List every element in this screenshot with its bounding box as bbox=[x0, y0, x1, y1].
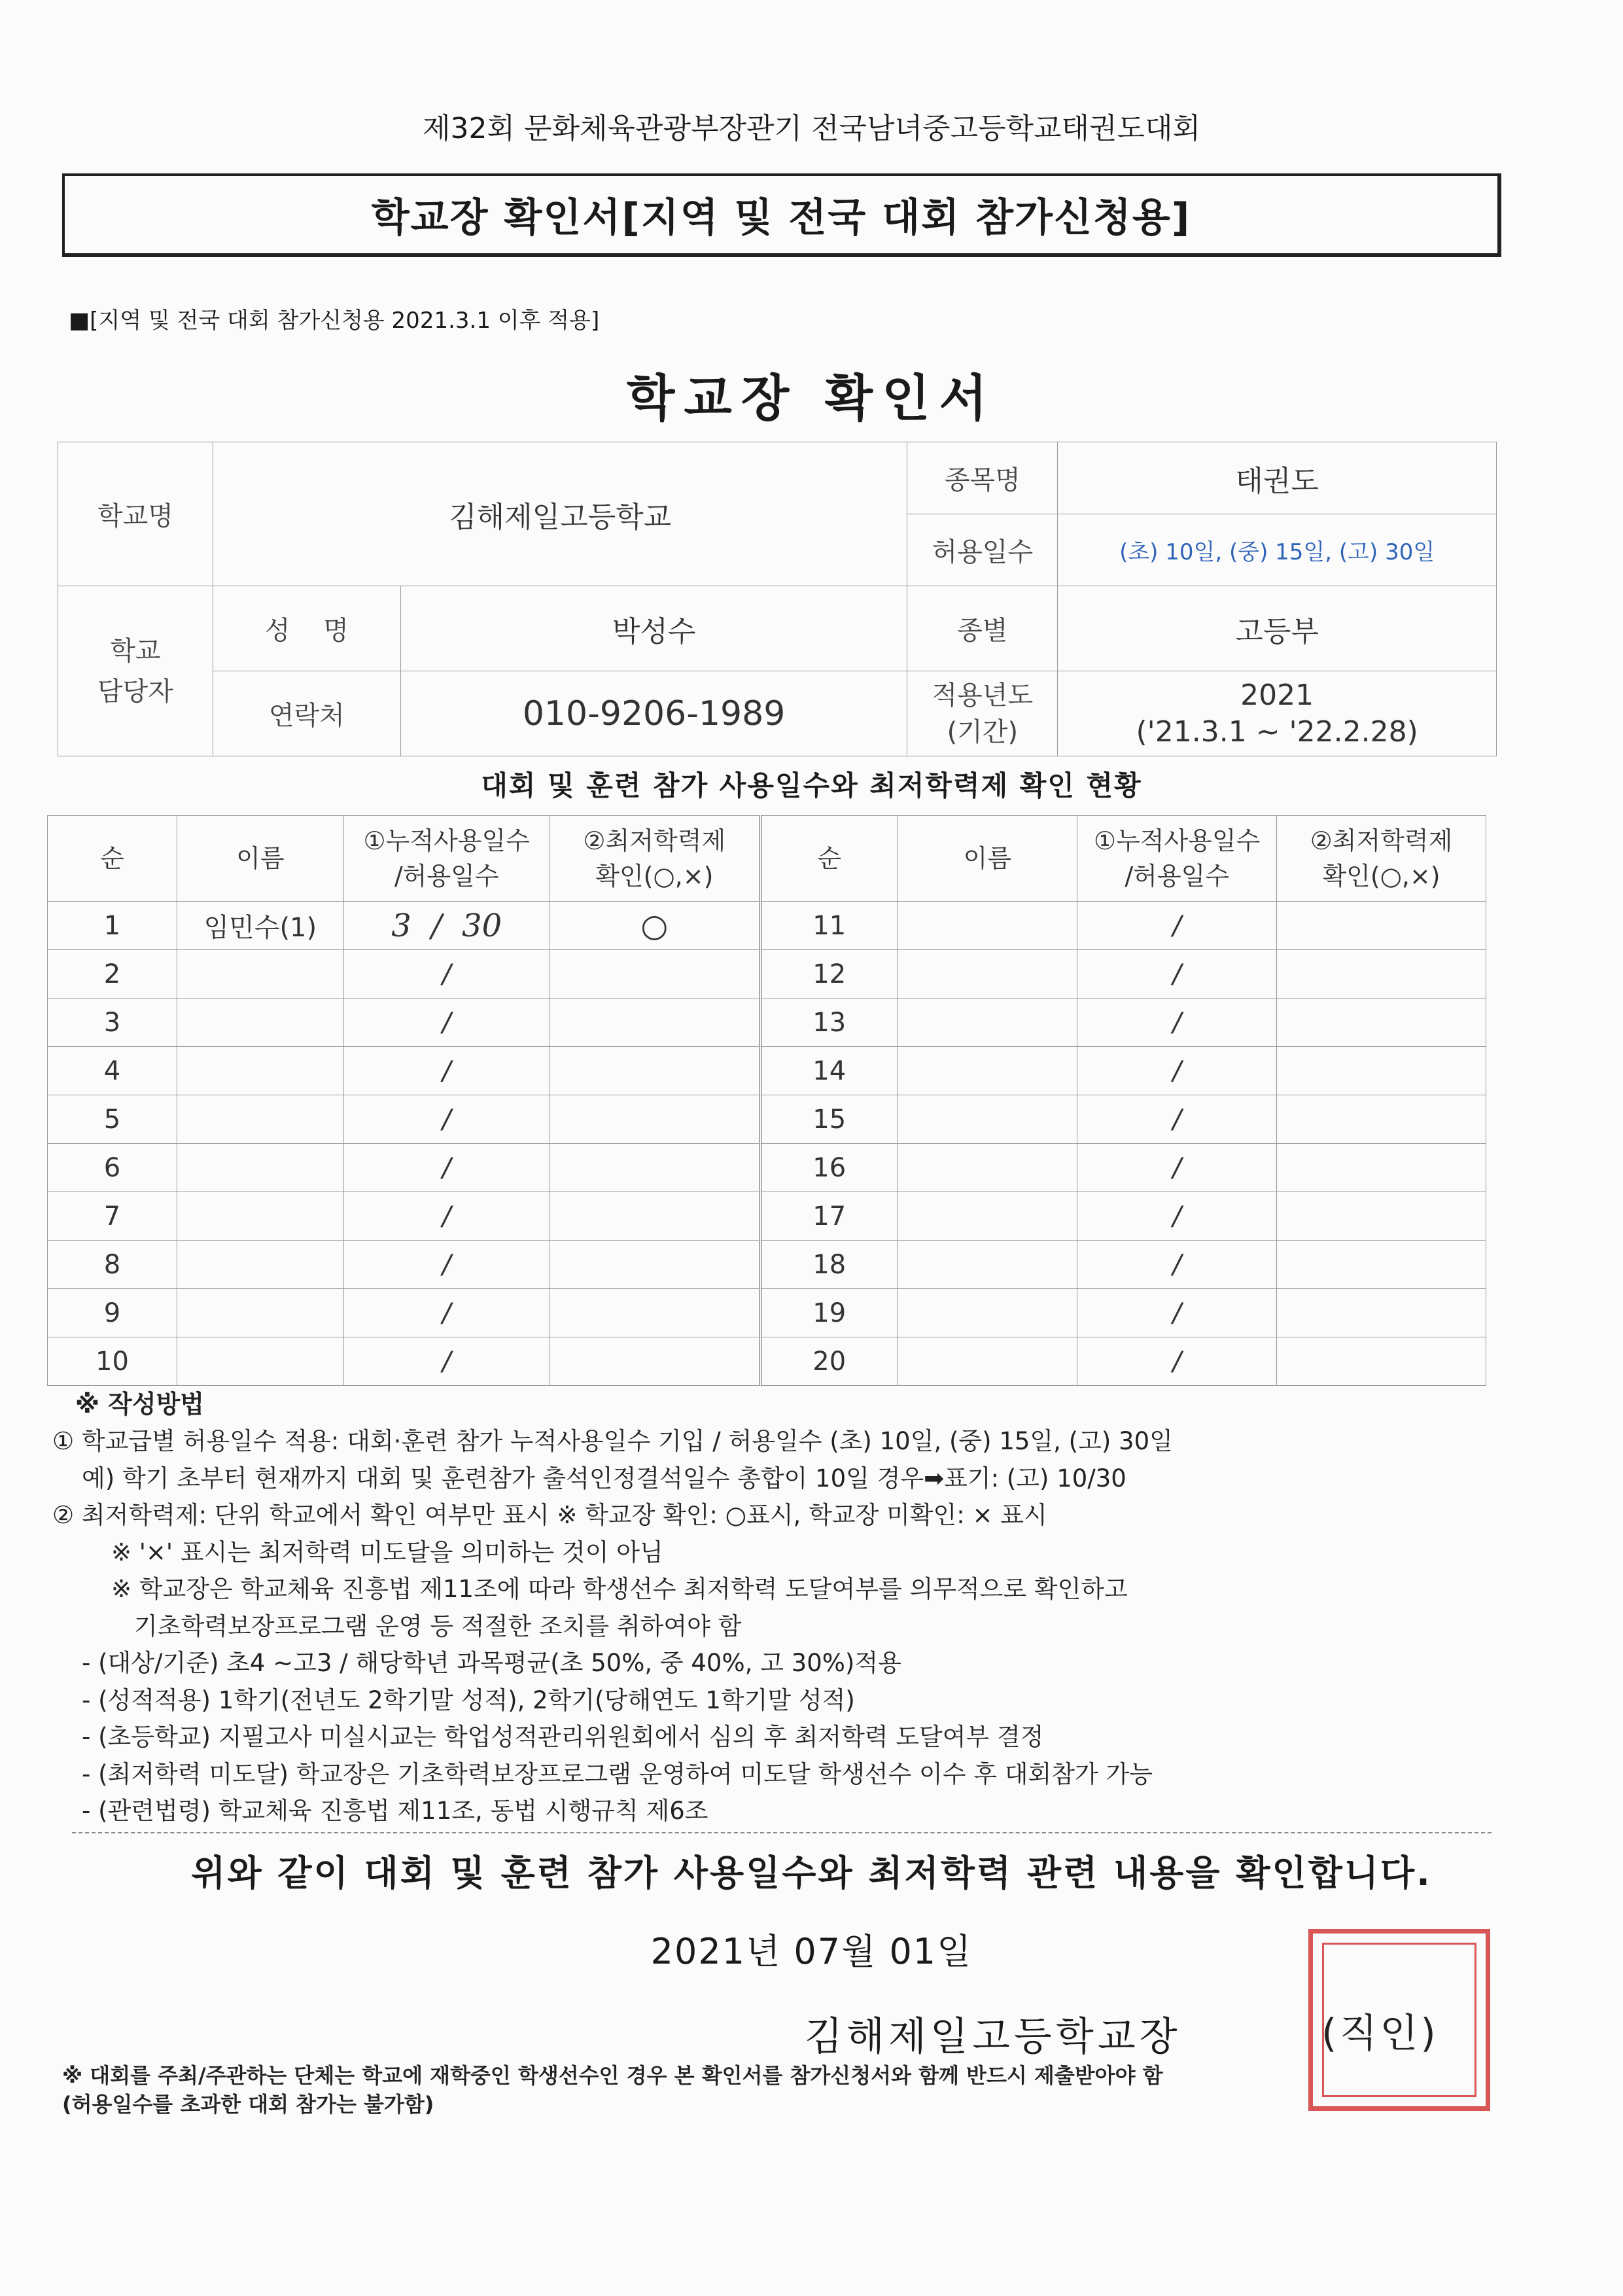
row-name bbox=[898, 1289, 1077, 1337]
row-no: 9 bbox=[48, 1289, 177, 1337]
row-name: 임민수(1) bbox=[177, 902, 343, 950]
note-line: ① 학교급별 허용일수 적용: 대회·훈련 참가 누적사용일수 기입 / 허용일수 (초) 10일, (중) 15일, (고) 30일 bbox=[52, 1427, 1173, 1455]
row-days: / bbox=[343, 1192, 550, 1241]
document-date: 2021년 07월 01일 bbox=[650, 1931, 973, 1972]
row-no: 20 bbox=[760, 1337, 898, 1386]
row-no: 14 bbox=[760, 1047, 898, 1095]
table-row bbox=[48, 1289, 1486, 1337]
info-table bbox=[58, 442, 1497, 756]
principal-name: 김해제일고등학교장 bbox=[805, 2014, 1181, 2060]
header-days-2: ①누적사용일수 /허용일수 bbox=[1077, 816, 1277, 902]
applies-note: ■[지역 및 전국 대회 참가신청용 2021.3.1 이후 적용] bbox=[69, 308, 600, 334]
note-line: - (관련법령) 학교체육 진흥법 제11조, 동법 시행규칙 제6조 bbox=[82, 1797, 708, 1825]
event-title: 제32회 문화체육관광부장관기 전국남녀중고등학교태권도대회 bbox=[422, 112, 1201, 145]
row-days: / bbox=[343, 1095, 550, 1144]
row-no: 1 bbox=[48, 902, 177, 950]
row-days: / bbox=[1077, 1289, 1277, 1337]
row-academic-check bbox=[550, 1144, 760, 1192]
row-academic-check bbox=[1277, 902, 1486, 950]
header-name: 이름 bbox=[177, 816, 343, 902]
note-line: - (최저학력 미도달) 학교장은 기초학력보장프로그램 운영하여 미도달 학생선수 이수 후 대회참가 가능 bbox=[82, 1759, 1153, 1788]
notes-list bbox=[52, 1423, 1173, 1830]
confirmation-statement: 위와 같이 대회 및 훈련 참가 사용일수와 최저학력 관련 내용을 확인합니다. bbox=[191, 1852, 1432, 1894]
row-name bbox=[898, 902, 1077, 950]
row-name bbox=[177, 1241, 343, 1289]
note-line: 기초학력보장프로그램 운영 등 적절한 조치를 취하여야 함 bbox=[134, 1612, 742, 1640]
category-value: 고등부 bbox=[1058, 586, 1497, 671]
header-no: 순 bbox=[48, 816, 177, 902]
row-days: / bbox=[343, 998, 550, 1047]
row-days: 3 / 30 bbox=[343, 902, 550, 950]
header-days: ①누적사용일수 /허용일수 bbox=[343, 816, 550, 902]
row-academic-check: ○ bbox=[550, 902, 760, 950]
table-row bbox=[48, 1337, 1486, 1386]
row-name bbox=[898, 1095, 1077, 1144]
row-academic-check bbox=[550, 1192, 760, 1241]
header-academic: ②최저학력제 확인(○,×) bbox=[550, 816, 760, 902]
row-academic-check bbox=[550, 1241, 760, 1289]
row-days: / bbox=[343, 1144, 550, 1192]
row-name bbox=[898, 950, 1077, 998]
row-days: / bbox=[1077, 1095, 1277, 1144]
row-academic-check bbox=[550, 950, 760, 998]
row-academic-check bbox=[550, 1337, 760, 1386]
note-line: ※ '×' 표시는 최저학력 미도달을 의미하는 것이 아님 bbox=[111, 1538, 663, 1566]
manager-label: 학교 담당자 bbox=[58, 586, 213, 756]
allowed-days-label: 허용일수 bbox=[907, 514, 1058, 586]
row-no: 16 bbox=[760, 1144, 898, 1192]
row-academic-check bbox=[550, 1289, 760, 1337]
row-no: 18 bbox=[760, 1241, 898, 1289]
row-academic-check bbox=[550, 1095, 760, 1144]
table-row bbox=[48, 998, 1486, 1047]
row-no: 2 bbox=[48, 950, 177, 998]
note-line: ※ 학교장은 학교체육 진흥법 제11조에 따라 학생선수 최저학력 도달여부를 의무적으로 확인하고 bbox=[111, 1575, 1128, 1603]
note-line: 예) 학기 초부터 현재까지 대회 및 훈련참가 출석인정결석일수 총합이 10일 경우➡표기: (고) 10/30 bbox=[82, 1464, 1126, 1492]
row-academic-check bbox=[1277, 1241, 1486, 1289]
row-name bbox=[177, 950, 343, 998]
row-name bbox=[898, 1192, 1077, 1241]
note-line: - (대상/기준) 초4 ~고3 / 해당학년 과목평균(초 50%, 중 40%, 고 30%)적용 bbox=[82, 1649, 901, 1677]
manager-name-value: 박성수 bbox=[400, 586, 907, 671]
row-no: 8 bbox=[48, 1241, 177, 1289]
row-academic-check bbox=[1277, 1337, 1486, 1386]
manager-name-label: 성 명 bbox=[213, 586, 400, 671]
table-row bbox=[48, 950, 1486, 998]
row-days: / bbox=[1077, 1192, 1277, 1241]
row-days: / bbox=[1077, 902, 1277, 950]
row-no: 17 bbox=[760, 1192, 898, 1241]
row-academic-check bbox=[550, 1047, 760, 1095]
seal-label: (직인) bbox=[1321, 2011, 1439, 2057]
table-row bbox=[48, 902, 1486, 950]
row-days: / bbox=[1077, 1144, 1277, 1192]
school-value: 김해제일고등학교 bbox=[213, 442, 907, 586]
table-row bbox=[48, 1095, 1486, 1144]
row-no: 3 bbox=[48, 998, 177, 1047]
header-no-2: 순 bbox=[760, 816, 898, 902]
row-no: 13 bbox=[760, 998, 898, 1047]
row-days: / bbox=[343, 1337, 550, 1386]
row-no: 12 bbox=[760, 950, 898, 998]
contact-label: 연락처 bbox=[213, 671, 400, 756]
school-label: 학교명 bbox=[58, 442, 213, 586]
row-days: / bbox=[343, 1289, 550, 1337]
row-name bbox=[177, 998, 343, 1047]
table-header-row bbox=[48, 816, 1486, 902]
row-academic-check bbox=[1277, 1047, 1486, 1095]
year-label: 적용년도 (기간) bbox=[907, 671, 1058, 756]
status-heading: 대회 및 훈련 참가 사용일수와 최저학력제 확인 현황 bbox=[481, 769, 1142, 802]
row-academic-check bbox=[1277, 950, 1486, 998]
athlete-rows bbox=[48, 902, 1486, 1386]
note-line: ② 최저학력제: 단위 학교에서 확인 여부만 표시 ※ 학교장 확인: ○표시, 학교장 미확인: × 표시 bbox=[52, 1501, 1047, 1529]
header-academic-2: ②최저학력제 확인(○,×) bbox=[1277, 816, 1486, 902]
row-days: / bbox=[1077, 998, 1277, 1047]
row-academic-check bbox=[550, 998, 760, 1047]
footnote: ※ 대회를 주최/주관하는 단체는 학교에 재학중인 학생선수인 경우 본 확인서를 참가신청서와 함께 반드시 제출받아야 함 (허용일수를 초과한 대회 참가는 불가함) bbox=[62, 2063, 1163, 2117]
row-name bbox=[898, 1337, 1077, 1386]
row-no: 5 bbox=[48, 1095, 177, 1144]
row-name bbox=[177, 1047, 343, 1095]
contact-value: 010-9206-1989 bbox=[400, 671, 907, 756]
row-name bbox=[898, 1144, 1077, 1192]
row-no: 19 bbox=[760, 1289, 898, 1337]
athlete-table bbox=[47, 815, 1486, 1386]
row-academic-check bbox=[1277, 998, 1486, 1047]
document-title: 학교장 확인서[지역 및 전국 대회 참가신청용] bbox=[371, 195, 1191, 241]
row-no: 7 bbox=[48, 1192, 177, 1241]
row-days: / bbox=[343, 1241, 550, 1289]
note-line: - (성적적용) 1학기(전년도 2학기말 성적), 2학기(당해연도 1학기말 성적) bbox=[82, 1686, 855, 1714]
row-days: / bbox=[1077, 950, 1277, 998]
table-row bbox=[48, 1047, 1486, 1095]
row-no: 6 bbox=[48, 1144, 177, 1192]
divider bbox=[72, 1832, 1492, 1833]
row-academic-check bbox=[1277, 1289, 1486, 1337]
row-academic-check bbox=[1277, 1192, 1486, 1241]
row-no: 15 bbox=[760, 1095, 898, 1144]
row-name bbox=[177, 1192, 343, 1241]
category-label: 종별 bbox=[907, 586, 1058, 671]
row-no: 4 bbox=[48, 1047, 177, 1095]
row-academic-check bbox=[1277, 1144, 1486, 1192]
doc-heading: 학교장 확인서 bbox=[627, 369, 996, 427]
note-line: - (초등학교) 지필고사 미실시교는 학업성적관리위원회에서 심의 후 최저학력 도달여부 결정 bbox=[82, 1723, 1044, 1751]
table-row bbox=[48, 1192, 1486, 1241]
sport-label: 종목명 bbox=[907, 442, 1058, 514]
notes-heading: ※ 작성방법 bbox=[75, 1390, 205, 1419]
allowed-days-value: (초) 10일, (중) 15일, (고) 30일 bbox=[1058, 514, 1497, 586]
row-days: / bbox=[1077, 1337, 1277, 1386]
sport-value: 태권도 bbox=[1058, 442, 1497, 514]
row-academic-check bbox=[1277, 1095, 1486, 1144]
row-days: / bbox=[343, 1047, 550, 1095]
row-name bbox=[177, 1095, 343, 1144]
row-days: / bbox=[1077, 1241, 1277, 1289]
row-name bbox=[177, 1337, 343, 1386]
document-title-box bbox=[62, 173, 1501, 257]
header-name-2: 이름 bbox=[898, 816, 1077, 902]
row-name bbox=[177, 1144, 343, 1192]
row-name bbox=[898, 998, 1077, 1047]
row-no: 10 bbox=[48, 1337, 177, 1386]
row-days: / bbox=[1077, 1047, 1277, 1095]
row-name bbox=[898, 1241, 1077, 1289]
year-value: 2021 ('21.3.1 ~ '22.2.28) bbox=[1058, 671, 1497, 756]
table-row bbox=[48, 1241, 1486, 1289]
row-name bbox=[177, 1289, 343, 1337]
row-name bbox=[898, 1047, 1077, 1095]
table-row bbox=[48, 1144, 1486, 1192]
row-no: 11 bbox=[760, 902, 898, 950]
row-days: / bbox=[343, 950, 550, 998]
